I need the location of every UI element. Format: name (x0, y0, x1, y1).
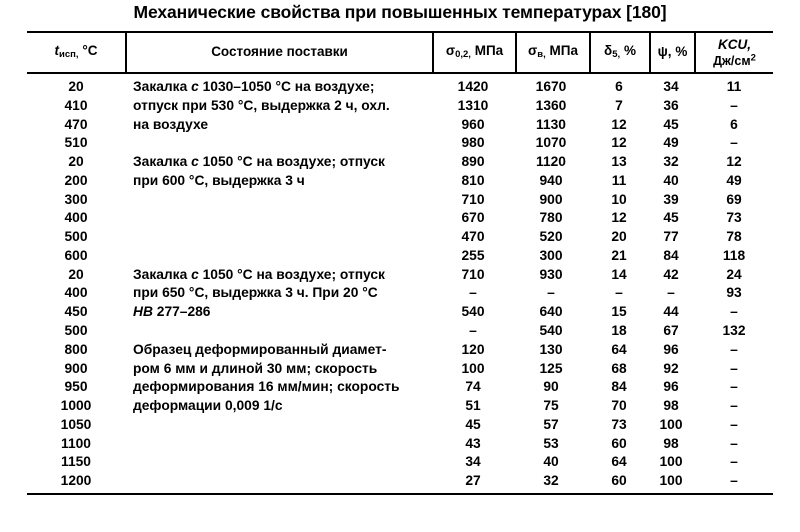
cell-sigma-b: 300 (539, 247, 563, 263)
hardness-symbol: НВ (133, 304, 157, 320)
cell-psi: 96 (663, 341, 679, 357)
cell-delta5: 12 (611, 135, 627, 151)
cell-temperature: 600 (64, 247, 88, 263)
cell-sigma-b: 57 (543, 416, 559, 432)
cell-psi: 77 (663, 229, 679, 245)
cell-temperature: 510 (64, 135, 88, 151)
cell-temperature: 200 (64, 172, 88, 188)
cell-psi: 84 (663, 247, 679, 263)
header-kcu-superscript: 2 (750, 52, 756, 64)
cell-psi: 39 (663, 191, 679, 207)
cell-sigma-b: 1670 (535, 79, 567, 94)
cell-kcu: 69 (726, 191, 742, 207)
cell-kcu: 93 (726, 285, 742, 301)
cell-temperature: 1050 (60, 416, 92, 432)
header-temperature-symbol: t (54, 43, 60, 59)
cell-kcu: – (730, 379, 738, 395)
header-delta5-sub: 5, (612, 49, 621, 61)
header-kcu-line2: Дж/см (713, 53, 751, 68)
cell-sigma-b: 90 (543, 379, 559, 395)
cell-condition-line: при 650 °С, выдержка 3 ч. При 20 °С (133, 285, 378, 301)
cell-psi: 34 (663, 79, 679, 94)
cell-kcu: 132 (722, 323, 746, 338)
cell-sigma-b: 930 (539, 266, 563, 282)
cell-condition-line (133, 305, 210, 319)
condition-text: Закалка (133, 154, 192, 170)
cell-delta5: 64 (611, 341, 627, 357)
cell-sigma02: 45 (465, 416, 481, 432)
cell-delta5: 73 (611, 416, 627, 432)
cell-sigma-b: 1360 (535, 97, 567, 113)
cell-condition-line (133, 268, 385, 282)
cell-temperature: 20 (68, 266, 84, 282)
cell-sigma-b: 40 (543, 454, 559, 470)
header-sigma02-unit: МПа (474, 43, 504, 59)
cell-sigma-b: 940 (539, 172, 563, 188)
cell-sigma-b: 53 (543, 435, 559, 451)
cell-kcu: 24 (726, 266, 742, 282)
header-psi (651, 33, 694, 72)
cell-delta5: 60 (611, 473, 627, 489)
cell-psi: 45 (663, 210, 679, 226)
cell-psi: 36 (663, 97, 679, 113)
cell-temperature: 470 (64, 116, 88, 132)
cell-temperature: 800 (64, 341, 88, 357)
cell-temperature: 900 (64, 360, 88, 376)
cell-psi: 45 (663, 116, 679, 132)
cell-condition-line: ром 6 мм и длиной 30 мм; скорость (133, 360, 378, 376)
header-temperature-sub: исп, (59, 49, 79, 61)
cell-sigma02: 980 (461, 135, 485, 151)
header-delta5 (591, 33, 649, 72)
cell-sigma02: – (469, 323, 477, 338)
cell-delta5: 18 (611, 323, 627, 338)
cell-kcu: 118 (722, 247, 746, 263)
cell-temperature: 500 (64, 323, 88, 338)
condition-text-rest: 1050 °С на воздухе; отпуск (198, 154, 385, 170)
page-title: Механические свойства при повышенных температурах [180] (133, 2, 667, 22)
cell-temperature: 400 (64, 285, 88, 301)
cell-temperature: 450 (64, 304, 88, 320)
cell-delta5: 11 (611, 172, 627, 188)
cell-temperature: 1100 (61, 435, 91, 451)
cell-sigma02: – (469, 285, 477, 301)
cell-delta5: 12 (611, 116, 627, 132)
cell-sigma02: 810 (461, 172, 485, 188)
cell-sigma-b: – (547, 285, 555, 301)
header-kcu-line1: KCU, (718, 37, 751, 53)
cell-sigma-b: 1120 (536, 154, 566, 170)
cell-sigma-b: 640 (539, 304, 563, 320)
cell-sigma02: 890 (461, 154, 485, 170)
cell-kcu: – (730, 416, 738, 432)
header-temperature (27, 33, 125, 72)
condition-text: Закалка (133, 79, 192, 94)
cell-sigma02: 43 (465, 435, 481, 451)
cell-delta5: 68 (611, 360, 627, 376)
cell-temperature: 1000 (60, 398, 92, 414)
cell-sigma02: 710 (461, 266, 485, 282)
header-delta5-unit: % (623, 43, 636, 59)
cell-kcu: – (730, 398, 738, 414)
cell-psi: – (667, 285, 675, 301)
header-kcu (696, 33, 773, 72)
header-sigma02 (434, 33, 515, 72)
cell-kcu: 73 (726, 210, 742, 226)
cell-condition-line: на воздухе (133, 116, 209, 132)
header-sigma-b-symbol: σ (528, 43, 538, 59)
cell-temperature: 400 (64, 210, 88, 226)
cell-kcu: – (730, 435, 738, 451)
cell-sigma-b: 900 (539, 191, 563, 207)
cell-temperature: 1150 (61, 454, 91, 470)
cell-kcu: – (730, 135, 738, 151)
cell-delta5: 13 (611, 154, 627, 170)
cell-kcu: – (730, 97, 738, 113)
cell-sigma02: 1310 (457, 97, 489, 113)
cell-delta5: 60 (611, 435, 627, 451)
table-header-rule (27, 72, 773, 74)
header-condition-label: Состояние поставки (211, 44, 348, 60)
cell-sigma-b: 780 (539, 210, 563, 226)
cell-sigma02: 1420 (457, 79, 489, 94)
cell-delta5: 84 (611, 379, 627, 395)
cell-delta5: 14 (611, 266, 627, 282)
header-temperature-unit: °C (82, 43, 98, 59)
header-sigma02-sub: 0,2, (455, 49, 471, 61)
cell-delta5: 15 (611, 304, 627, 320)
cell-kcu: – (730, 454, 738, 470)
cell-kcu: 12 (726, 154, 742, 170)
header-delta5-symbol: δ (604, 43, 613, 59)
cell-delta5: 7 (615, 97, 623, 113)
cell-psi: 49 (663, 135, 679, 151)
cell-psi: 96 (663, 379, 679, 395)
cell-sigma02: 120 (461, 341, 485, 357)
header-sigma-b-sub: в, (537, 49, 546, 61)
cell-sigma02: 51 (465, 398, 481, 414)
cell-sigma02: 100 (461, 360, 485, 376)
cell-psi: 100 (659, 473, 683, 489)
header-sigma02-symbol: σ (445, 43, 456, 59)
cell-temperature: 20 (68, 154, 84, 170)
cell-kcu: 6 (730, 116, 738, 132)
cell-condition-line: Образец деформированный диамет- (133, 341, 387, 357)
cell-psi: 98 (663, 435, 679, 451)
cell-psi: 98 (663, 398, 679, 414)
cell-sigma-b: 540 (539, 323, 563, 338)
cell-condition-line: при 600 °С, выдержка 3 ч (133, 172, 305, 188)
cell-temperature: 950 (64, 379, 88, 395)
cell-delta5: 20 (611, 229, 627, 245)
cell-sigma02: 255 (461, 247, 485, 263)
cell-psi: 100 (659, 416, 683, 432)
cell-condition-line: отпуск при 530 °С, выдержка 2 ч, охл. (133, 97, 390, 113)
cell-sigma-b: 130 (539, 341, 563, 357)
cell-kcu: – (730, 473, 738, 489)
cell-condition-line (133, 155, 385, 169)
cell-sigma02: 670 (461, 210, 485, 226)
cell-condition-line: деформирования 16 мм/мин; скорость (133, 379, 400, 395)
cell-psi: 40 (663, 172, 679, 188)
condition-preposition: с (191, 266, 199, 282)
cell-delta5: 21 (611, 247, 627, 263)
cell-sigma02: 960 (461, 116, 485, 132)
condition-text-rest: 1050 °С на воздухе; отпуск (198, 266, 385, 282)
cell-delta5: 10 (611, 191, 627, 207)
cell-delta5: – (615, 285, 623, 301)
cell-sigma-b: 1070 (535, 135, 567, 151)
cell-delta5: 64 (611, 454, 627, 470)
cell-delta5: 12 (611, 210, 627, 226)
cell-delta5: 6 (615, 79, 623, 94)
header-sigma-b-unit: МПа (549, 43, 578, 59)
cell-sigma02: 540 (461, 304, 485, 320)
cell-condition-line: деформации 0,009 1/с (133, 398, 283, 414)
cell-sigma-b: 75 (543, 398, 559, 414)
cell-kcu: 11 (726, 79, 742, 94)
table-bottom-rule (27, 493, 773, 495)
cell-temperature: 300 (64, 191, 88, 207)
cell-temperature: 20 (68, 79, 84, 94)
cell-temperature: 1200 (60, 473, 92, 489)
cell-sigma02: 710 (461, 191, 485, 207)
cell-kcu: – (730, 304, 738, 320)
cell-sigma-b: 32 (543, 473, 559, 489)
cell-psi: 44 (663, 304, 679, 320)
cell-sigma02: 27 (465, 473, 481, 489)
cell-psi: 67 (663, 323, 679, 338)
header-psi-unit: % (675, 44, 688, 60)
condition-text-rest: 1030–1050 °С на воздухе; (198, 79, 375, 94)
cell-temperature: 500 (64, 229, 88, 245)
cell-psi: 92 (663, 360, 679, 376)
cell-delta5: 70 (611, 398, 627, 414)
cell-temperature: 410 (64, 97, 88, 113)
cell-psi: 100 (659, 454, 683, 470)
cell-psi: 32 (663, 154, 679, 170)
cell-sigma02: 34 (465, 454, 481, 470)
cell-kcu: 49 (726, 172, 742, 188)
cell-kcu: – (730, 341, 738, 357)
header-condition (127, 33, 432, 72)
condition-text: Закалка (133, 266, 192, 282)
cell-sigma-b: 520 (539, 229, 563, 245)
header-psi-symbol: ψ, (657, 44, 672, 60)
condition-preposition: с (191, 79, 199, 94)
condition-preposition: с (191, 154, 199, 170)
cell-sigma-b: 125 (539, 360, 563, 376)
cell-condition-line (133, 80, 374, 94)
cell-sigma02: 74 (465, 379, 481, 395)
cell-kcu: – (730, 360, 738, 376)
cell-sigma-b: 1130 (536, 116, 566, 132)
cell-sigma02: 470 (461, 229, 485, 245)
hardness-value: 277–286 (156, 304, 211, 320)
cell-kcu: 78 (726, 229, 742, 245)
cell-psi: 42 (663, 266, 679, 282)
header-sigma-b (517, 33, 589, 72)
